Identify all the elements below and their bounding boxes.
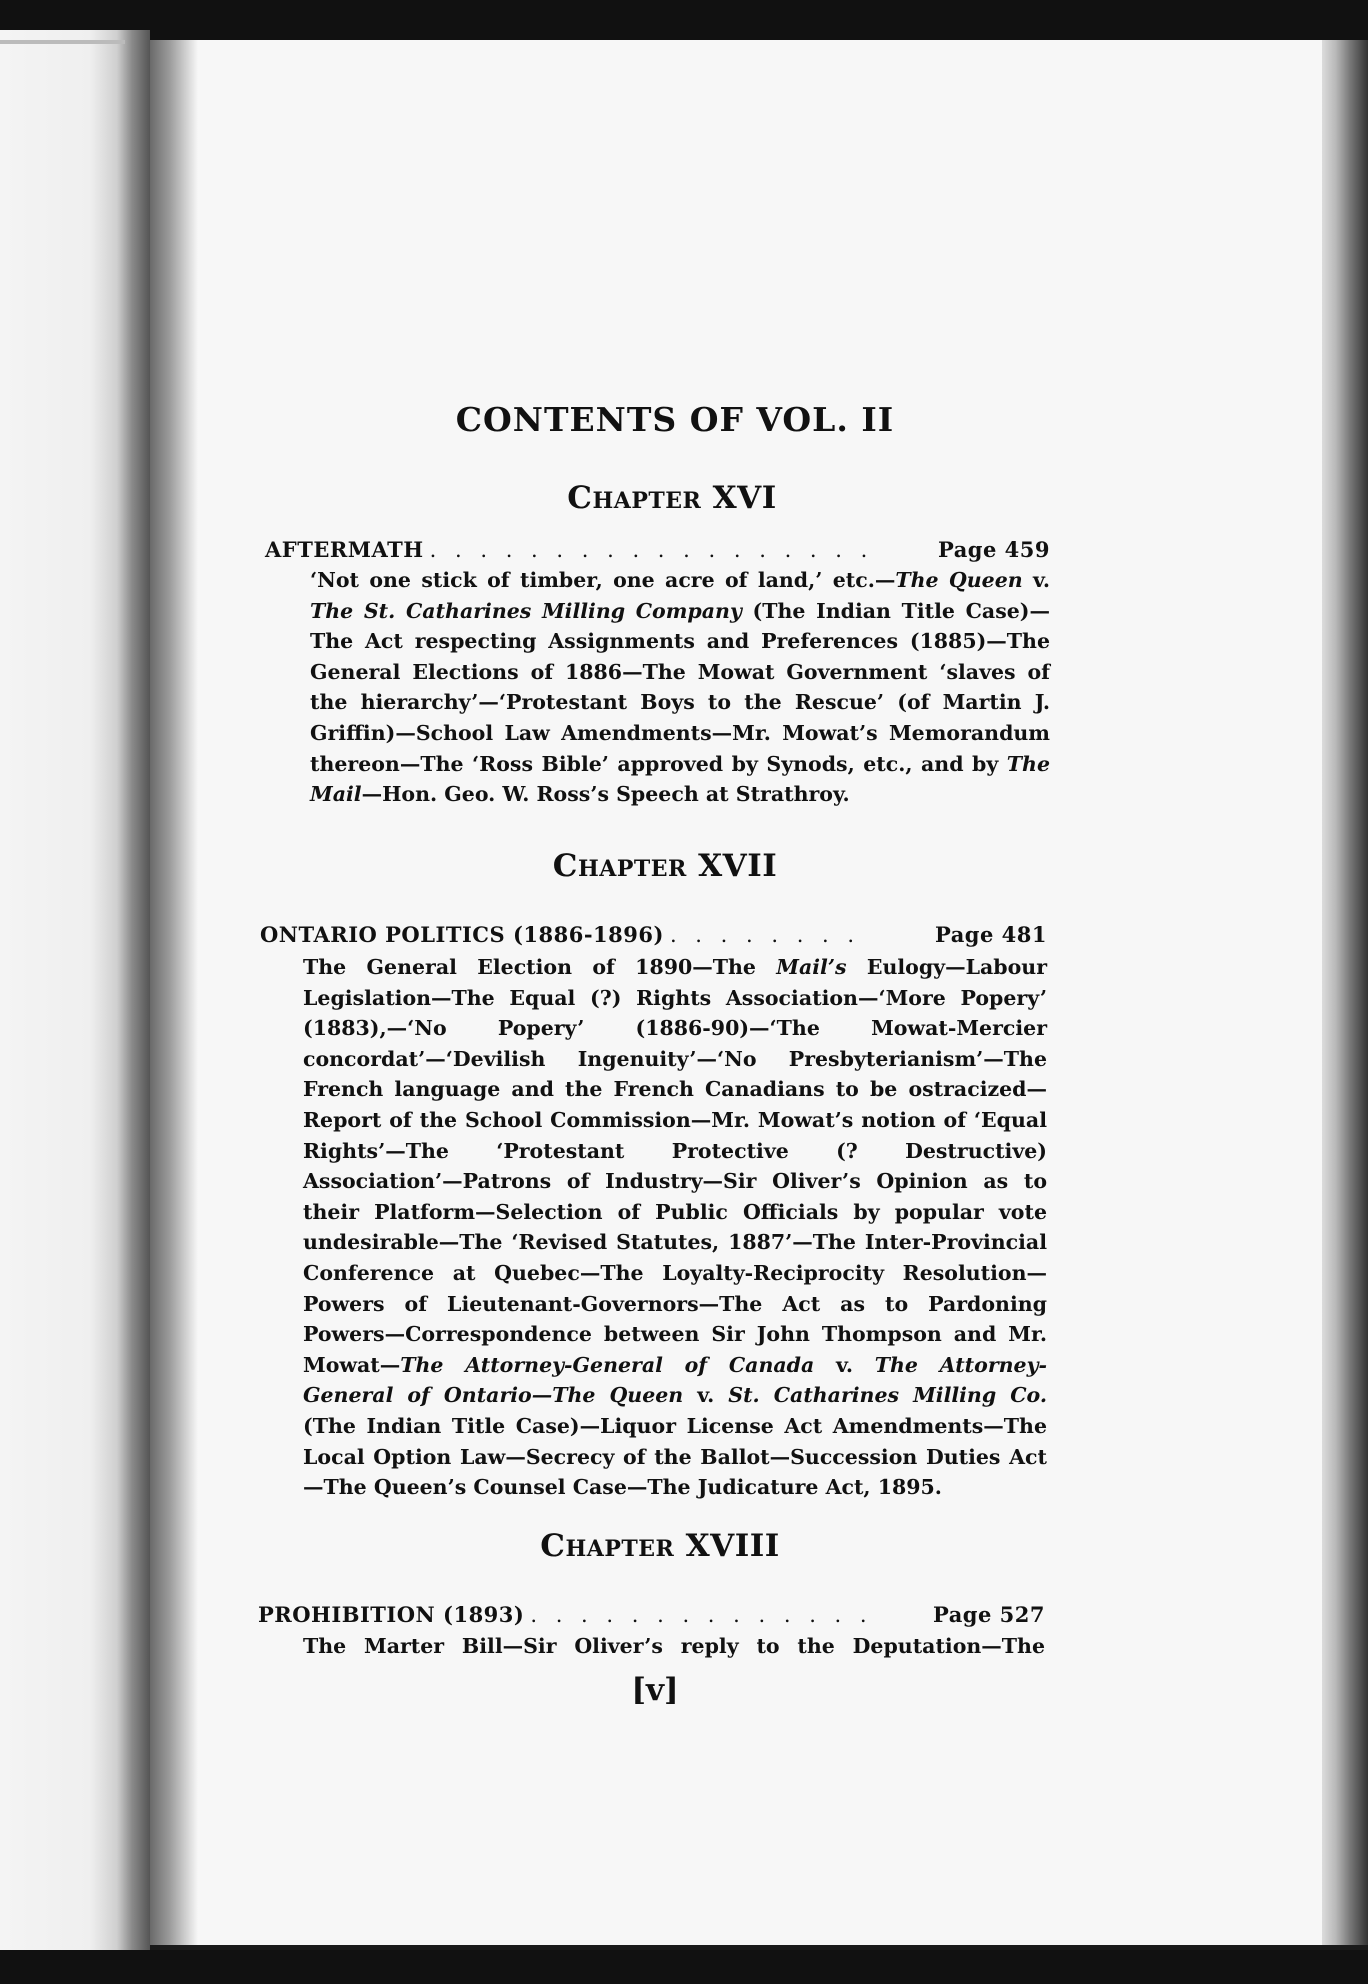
summary-text: ‘Not one stick of timber, one acre of land,’ etc.—	[310, 568, 896, 592]
chapter-heading-xvi: Chapter XVI	[567, 480, 777, 516]
entry-title: PROHIBITION (1893)	[258, 1602, 525, 1627]
summary-text: (The Indian Title Case)—Liquor License Act Amendments—The Local Option Law—Secrecy of the Ballot—Succession Duties Act—The Queen’s Counsel Case—The Judicature Act, 1895.	[303, 1413, 1047, 1500]
chapter-summary-xvi	[310, 565, 1050, 810]
case-name: The Attorney-General of Canada	[400, 1352, 815, 1377]
page-fore-edge	[1322, 40, 1368, 1945]
summary-text: v.	[1022, 568, 1050, 592]
chapter-entry-aftermath	[265, 537, 1050, 562]
page-title: CONTENTS OF VOL. II	[455, 400, 895, 439]
newspaper-name: The Mail	[310, 751, 1050, 807]
dot-leader: . . . . . . . . . . . . . . . . . .	[429, 538, 874, 562]
page-reference: Page 459	[937, 537, 1050, 562]
chapter-heading-xviii: Chapter XVIII	[540, 1528, 780, 1564]
chapter-summary-xviii	[303, 1631, 1045, 1662]
chapter-entry-prohibition	[258, 1602, 1045, 1627]
entry-title: ONTARIO POLITICS (1886-1896)	[260, 922, 664, 947]
page-reference: Page 481	[934, 922, 1047, 947]
scan-border-bottom	[0, 1950, 1368, 1984]
scan-border-top	[0, 0, 1368, 40]
case-name: The Queen	[895, 568, 1023, 592]
chapter-entry-ontario-politics	[260, 922, 1047, 947]
newspaper-name: Mail’s	[776, 955, 847, 979]
page-reference: Page 527	[932, 1602, 1045, 1627]
summary-text: Eulogy—Labour Legislation—The Equal (?) Rights Association—‘More Popery’ (1883),—‘No Popery’ (1886-90)—‘The Mowat-Mercier concordat’—‘Devilish Ingenuity’—‘No Presbyterianism’—The French language and the French Canadians to be ostracized—Report of the School Commission—Mr. Mowat’s notion of ‘Equal Rights’—The ‘Protestant Protective (? Destructive) Association’—Patrons of Industry—Sir Oliver’s Opinion as to their Platform—Selection of Public Officials by popular vote undesirable—The ‘Revised Statutes, 1887’—The Inter-Provincial Conference at Quebec—The Loyalty-Reciprocity Resolution—Powers of Lieutenant-Governors—The Act as to Pardoning Powers—Correspondence between Sir John Thompson and Mr. Mowat—	[303, 955, 1047, 1377]
dot-leader: . . . . . . . .	[669, 923, 861, 947]
summary-text: —Hon. Geo. W. Ross’s Speech at Strathroy.	[361, 782, 850, 807]
case-name: The St. Catharines Milling Company	[310, 598, 742, 623]
entry-title: AFTERMATH	[265, 537, 424, 562]
summary-text: v.	[683, 1383, 729, 1408]
facing-page-edge	[0, 30, 150, 1960]
case-name: St. Catharines Milling Co.	[728, 1383, 1047, 1408]
summary-text: (The Indian Title Case)—The Act respecting Assignments and Preferences (1885)—The General Elections of 1886—The Mowat Government ‘slaves of the hierarchy’—‘Protestant Boys to the Rescue’ (of Martin J. Griffin)—School Law Amendments—Mr. Mowat’s Memorandum thereon—The ‘Ross Bible’ approved by Synods, etc., and by	[310, 598, 1051, 776]
chapter-heading-xvii: Chapter XVII	[552, 848, 778, 884]
page-number: [v]	[631, 1672, 679, 1708]
dot-leader: . . . . . . . . . . . . . .	[530, 1603, 873, 1627]
summary-text: The Marter Bill—Sir Oliver’s reply to the Deputation—The	[303, 1634, 1045, 1658]
facing-page-top-edge	[0, 40, 125, 44]
page-gutter-shadow	[150, 40, 198, 1945]
summary-text: v.	[814, 1352, 875, 1377]
chapter-summary-xvii	[303, 952, 1047, 1503]
case-name: The Attorney-General of Ontario—The Queen	[303, 1352, 1047, 1408]
summary-text: The General Election of 1890—The	[303, 955, 777, 979]
